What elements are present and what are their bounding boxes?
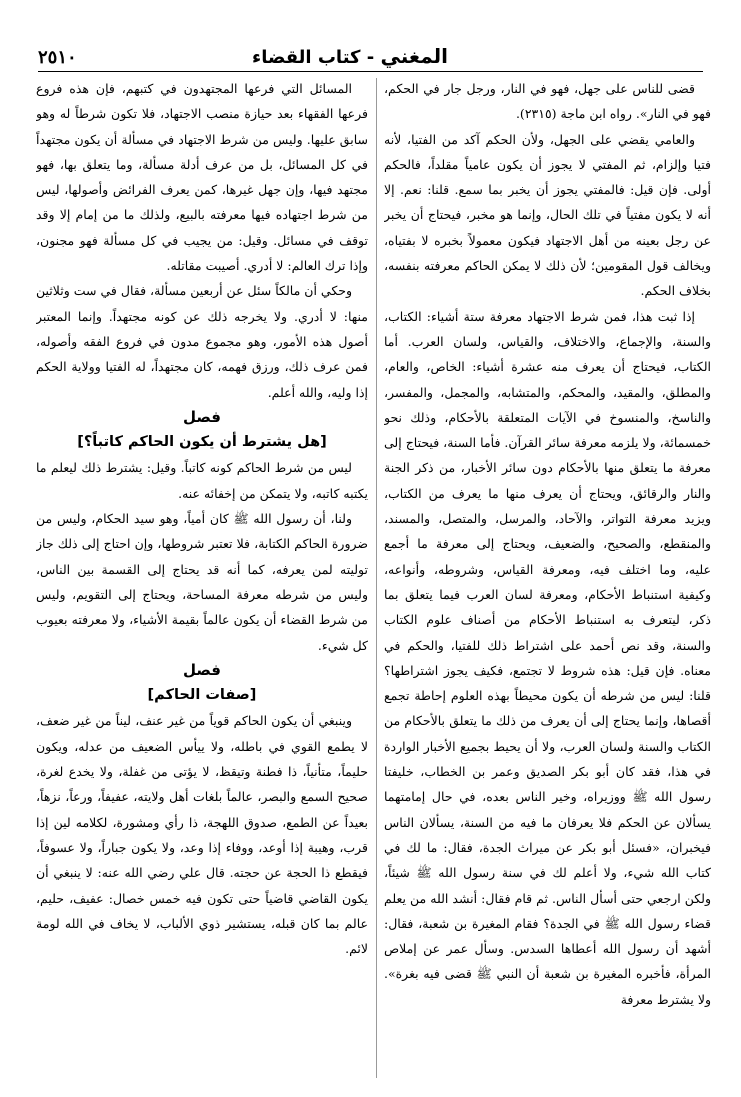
section-subheading: [صفات الحاكم] [147,687,257,704]
paragraph: المسائل التي فرعها المجتهدون في كتبهم، فإن هذه فروع فرعها الفقهاء بعد حيازة منصب الاجتهاد، فلا تكون شرطاً له وهو سابق عليها. وليس من شرط الاجتهاد في مسألة أن يكون مجتهداً في كل المسائل، بل من عرف أدلة مسألة، وما يتعلق بها، فهو مجتهد فيها، وإن جهل غيرها، كمن يعرف الفرائض وأصولها، ليس من شرط اجتهاده فيها معرفته بالبيع، ولذلك ما من إمام إلا وقد توقف في مسائل. وقيل: من يجيب في كل مسألة فهو مجنون، وإذا ترك العالم: لا أدري. أصيبت مقاتله. [36,81,368,274]
paragraph: وينبغي أن يكون الحاكم قوياً من غير عنف، ليناً من غير ضعف، لا يطمع القوي في باطله، ولا ييأس الضعيف من عدله، ويكون حليماً، متأنياً، ذا فطنة وتيقظ، لا يؤتى من غفلة، ولا يخدع لغرة، صحيح السمع والبصر، عالماً بلغات أهل ولايته، عفيفاً، ورعاً، نزهاً، بعيداً عن الطمع، صدوق اللهجة، ذا رأي ومشورة، لكلامه لين إذا قرب، وهيبة إذا أوعد، ووفاء إذا وعد، ولا يكون جباراً، ولا عسوفاً، فيقطع ذا الحجة عن حجته. قال علي رضي الله عنه: لا ينبغي أن يكون القاضي قاضياً حتى تكون فيه خمس خصال: عفيف، حليم، عالم بما كان قبله، يستشير ذوي الألباب، لا يخاف في الله لومة لائم. [36,713,368,957]
section-heading: فصل [183,660,221,679]
section-subheading: [هل يشترط أن يكون الحاكم كاتباً؟] [77,434,327,451]
paragraph: ليس من شرط الحاكم كونه كاتباً. وقيل: يشترط ذلك ليعلم ما يكتبه كاتبه، ولا يتمكن من إخفائه عنه. [36,460,368,501]
chapter-title: - كتاب القضاء [252,47,375,68]
column-divider [376,78,377,1078]
left-column [36,76,368,1080]
paragraph: قضى للناس على جهل، فهو في النار، ورجل جار في الحكم، فهو في النار». رواه ابن ماجة (٢٣١٥). [384,81,711,122]
running-title [252,44,448,68]
book-title: المغني [380,44,448,68]
paragraph: ولنا، أن رسول الله ﷺ كان أمياً، وهو سيد الحكام، وليس من ضرورة الحاكم الكتابة، فلا تعتبر شروطها، وإن احتاج إلى ذلك جاز توليته لمن يعرفه، كما أنه قد يحتاج إلى القسمة بين الناس، وليس من شرطه معرفة المساحة، ويحتاج إلى التقويم، وليس من شرط القضاء أن يكون عالماً بقيمة الأشياء، ولا معرفته بعيوب كل شيء. [36,511,368,653]
paragraph: وحكي أن مالكاً سئل عن أربعين مسألة، فقال في ست وثلاثين منها: لا أدري. ولا يخرجه ذلك عن كونه مجتهداً. وإنما المعتبر أصول هذه الأمور، وهو مجموع مدون في فروع الفقه وأصوله، فمن عرف ذلك، ورزق فهمه، كان مجتهداً، له الفتيا وولاية الحكم إذا وليه، والله أعلم. [36,283,368,400]
paragraph: إذا ثبت هذا، فمن شرط الاجتهاد معرفة ستة أشياء: الكتاب، والسنة، والإجماع، والاختلاف، والقياس، ولسان العرب. أما الكتاب، فيحتاج أن يعرف منه عشرة أشياء: الخاص، والعام، والمطلق، والمقيد، والمحكم، والمتشابه، والمجمل، والمفسر، والناسخ، والمنسوخ في الآيات المتعلقة بالأحكام، وذلك نحو خمسمائة، ولا يلزمه معرفة سائر القرآن. فأما السنة، فيحتاج إلى معرفة ما يتعلق منها بالأحكام دون سائر الأخبار، من ذكر الجنة والنار والرقائق، ويحتاج أن يعرف منها ما يعرف من الكتاب، ويزيد معرفة التواتر، والآحاد، والمرسل، والمتصل، والمسند، والمنقطع، والصحيح، والضعيف، ويحتاج إلى معرفة ما أجمع عليه، وما اختلف فيه، ومعرفة القياس، وشروطه، وأنواعه، وكيفية استنباط الأحكام، ومعرفة لسان العرب فيما يتعلق بما ذكر، ليتعرف به استنباط الأحكام من أصناف علوم الكتاب والسنة، وقد نص أحمد على اشتراط ذلك للفتيا، والحكم في معناه. فإن قيل: هذه شروط لا تجتمع، فكيف يجوز اشتراطها؟ قلنا: ليس من شرطه أن يكون محيطاً بهذه العلوم إحاطة تجمع أقصاها، وإنما يحتاج إلى أن يعرف من ذلك ما يتعلق بالأحكام من الكتاب والسنة ولسان العرب، ولا أن يحيط بجميع الأخبار الواردة في هذا، فقد كان أبو بكر الصديق وعمر بن الخطاب، خليفتا رسول الله ﷺ ووزيراه، وخير الناس بعده، في حال إمامتهما يسألان عن الحكم فلا يعرفان ما فيه من السنة، يسألان الناس فيخبران، «فسئل أبو بكر عن ميراث الجدة، فقال: ما لك في كتاب الله شيء، ولا أعلم لك في سنة رسول الله ﷺ شيئاً، ولكن ارجعي حتى أسأل الناس. ثم قام فقال: أنشد الله من يعلم قضاء رسول الله ﷺ في الجدة؟ فقام المغيرة بن شعبة، فقال: أشهد أن رسول الله أعطاها السدس. وسأل عمر عن إملاص المرأة، فأخبره المغيرة بن شعبة أن النبي ﷺ قضى فيه بغرة». ولا يشترط معرفة [384,308,711,1007]
right-column [384,76,711,1080]
page-header [38,36,703,68]
section-heading: فصل [183,407,221,426]
header-rule [38,71,703,72]
page-number: ٢٥١٠ [38,47,77,68]
paragraph: والعامي يقضي على الجهل، ولأن الحكم آكد من الفتيا، لأنه فتيا وإلزام، ثم المفتي لا يجوز أن يكون عامياً مقلداً، فالحكم أولى. فإن قيل: فالمفتي يجوز أن يخبر بما سمع. قلنا: نعم. إلا أنه لا يكون مفتياً في تلك الحال، وإنما هو مخبر، فيحتاج أن يخبر عن رجل بعينه من أهل الاجتهاد فيكون معمولاً بخبره لا بفتياه، ويخالف قول المقومين؛ لأن ذلك لا يمكن الحاكم معرفته بنفسه، بخلاف الحكم. [384,131,711,299]
